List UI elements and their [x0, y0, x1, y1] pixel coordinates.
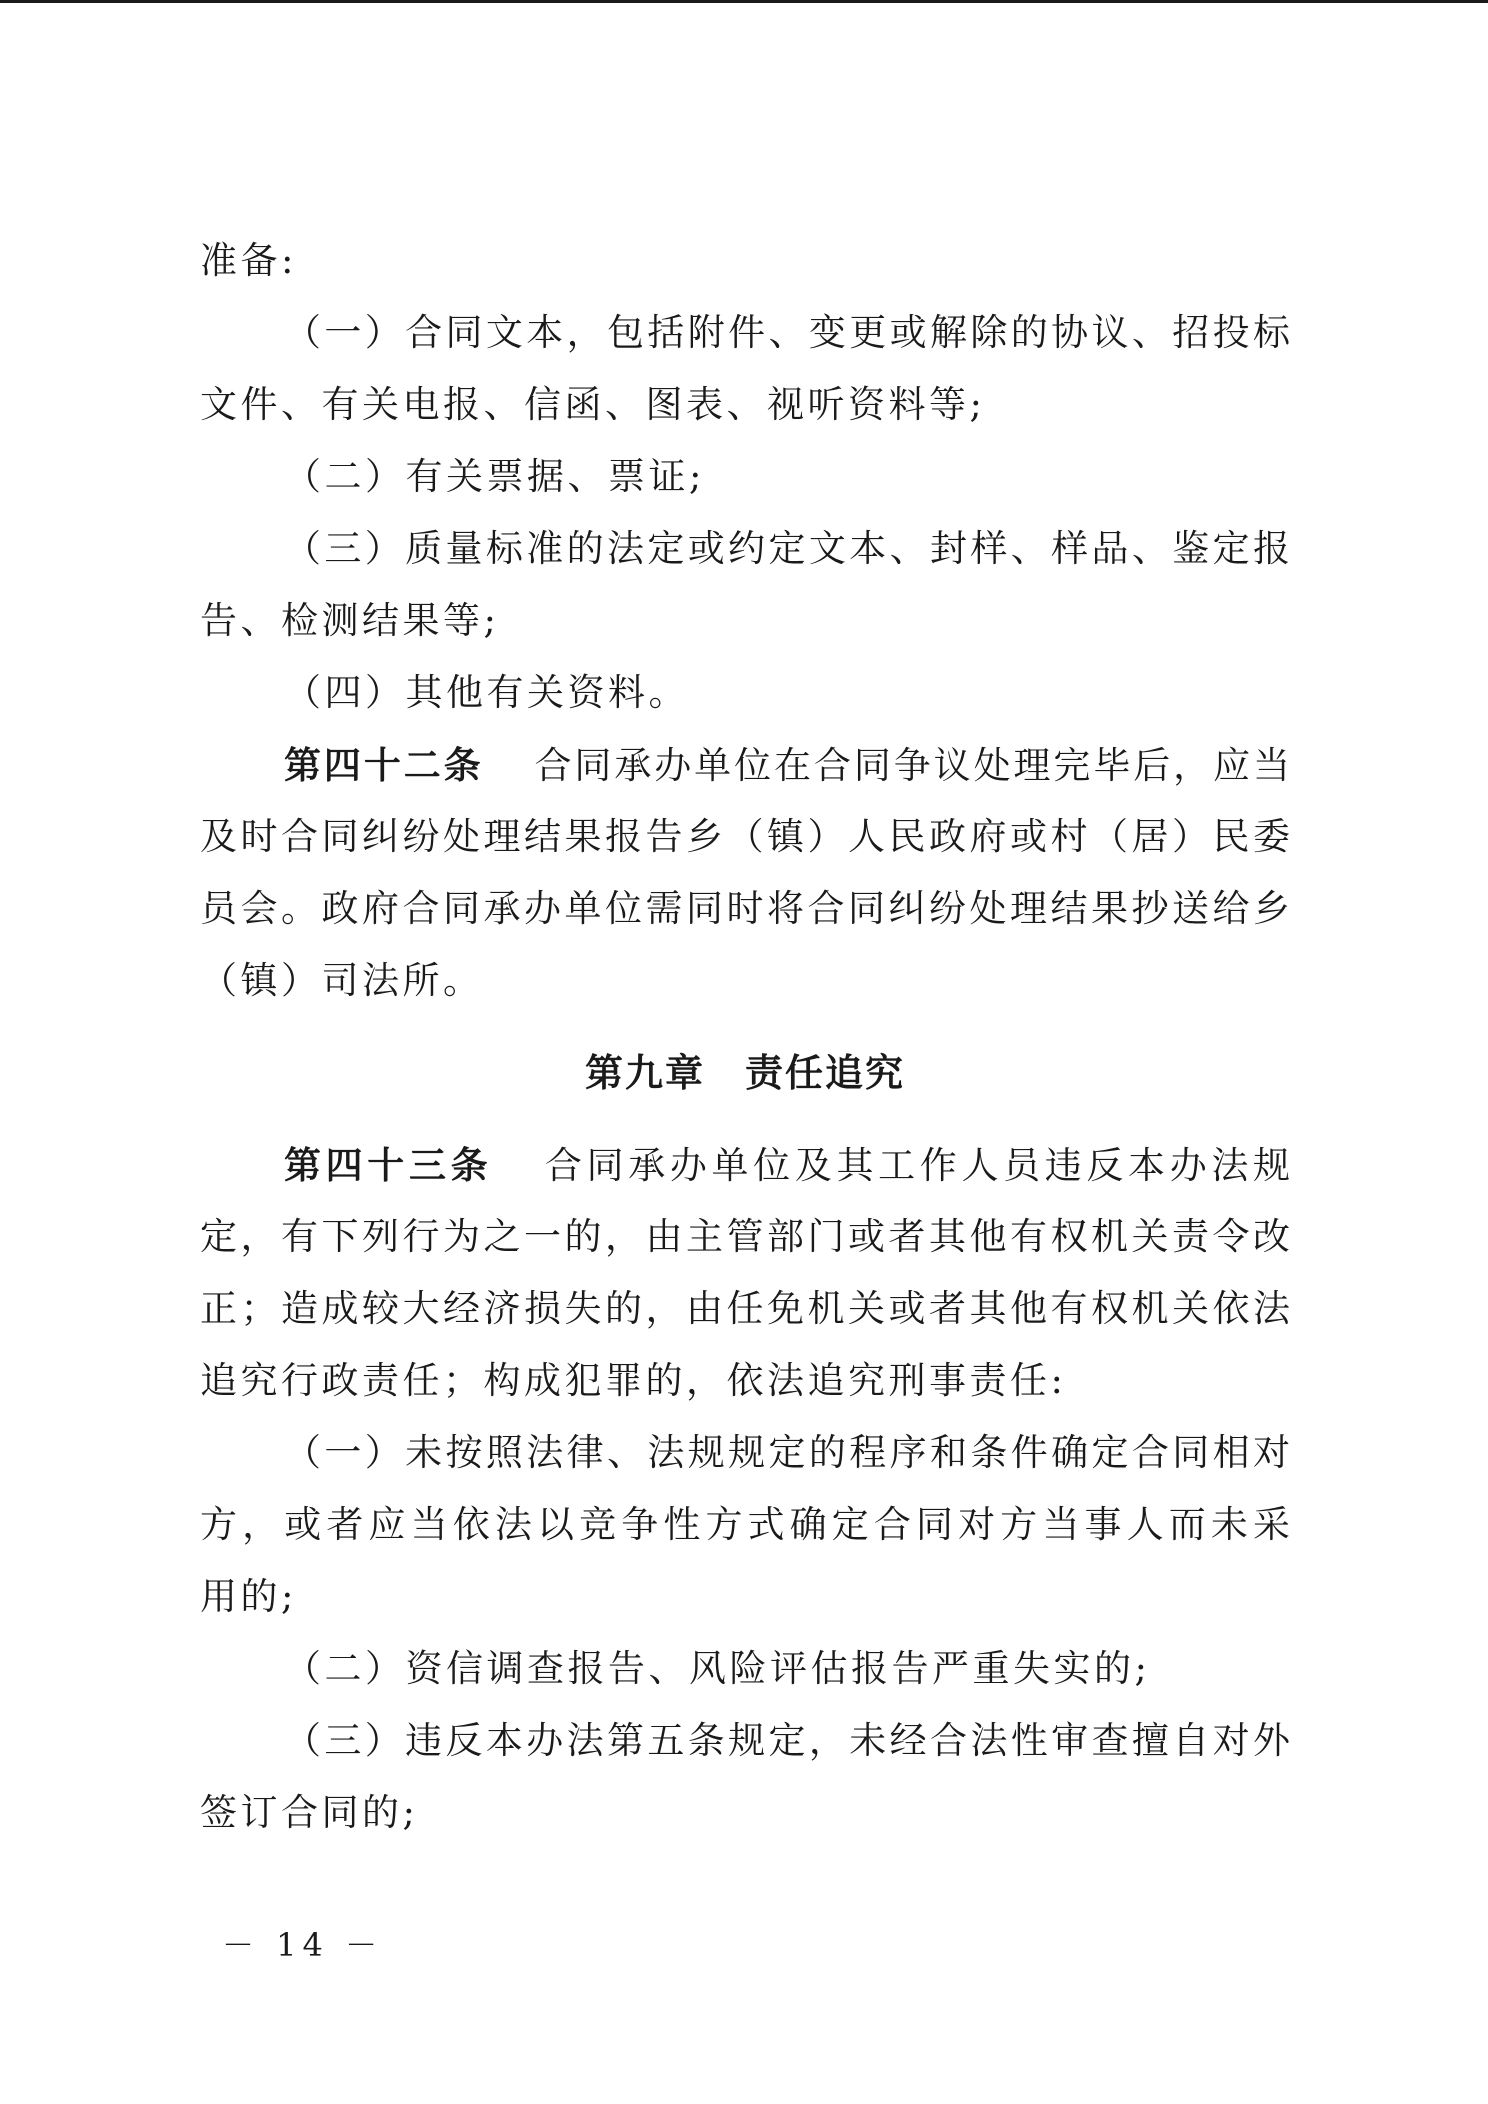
paragraph-line: 文件、有关电报、信函、图表、视听资料等; — [200, 383, 986, 426]
list-item-line: （三）违反本办法第五条规定，未经合法性审查擅自对外 — [284, 1719, 1290, 1762]
paragraph-line: 告、检测结果等; — [200, 599, 500, 642]
paragraph-line: （镇）司法所。 — [200, 959, 484, 1002]
article-42-label: 第四十二条 — [284, 743, 484, 787]
paragraph-line: 签订合同的; — [200, 1791, 419, 1834]
document-body — [200, 225, 1290, 1849]
paragraph-line: 用的; — [200, 1575, 297, 1618]
chapter-number: 第九章 — [584, 1050, 705, 1095]
list-item-line: （一）合同文本，包括附件、变更或解除的协议、招投标 — [284, 311, 1290, 354]
page-number: － 14 － — [222, 1926, 384, 1964]
list-item-line: （二）资信调查报告、风险评估报告严重失实的; — [284, 1647, 1151, 1690]
list-item-line: （三）质量标准的法定或约定文本、封样、样品、鉴定报 — [284, 527, 1290, 570]
article-43-text: 合同承办单位及其工作人员违反本办法规 — [540, 1144, 1291, 1187]
paragraph-line: 定，有下列行为之一的，由主管部门或者其他有权机关责令改 — [200, 1215, 1290, 1258]
article-43-label: 第四十三条 — [284, 1143, 493, 1187]
chapter-heading — [200, 1037, 1290, 1109]
paragraph-line: 员会。政府合同承办单位需同时将合同纠纷处理结果抄送给乡 — [200, 887, 1290, 930]
article-42-text: 合同承办单位在合同争议处理完毕后，应当 — [531, 744, 1291, 787]
paragraph-line: 及时合同纠纷处理结果报告乡（镇）人民政府或村（居）民委 — [200, 815, 1290, 858]
article-42-first-line — [200, 729, 1290, 801]
chapter-title: 责任追究 — [745, 1050, 906, 1095]
list-item-line: （二）有关票据、票证; — [284, 455, 705, 498]
paragraph-line: 追究行政责任；构成犯罪的，依法追究刑事责任: — [200, 1359, 1067, 1402]
paragraph-line: 方，或者应当依法以竞争性方式确定合同对方当事人而未采 — [200, 1503, 1290, 1546]
list-item-line: （四）其他有关资料。 — [284, 671, 689, 714]
list-item-line: （一）未按照法律、法规规定的程序和条件确定合同相对 — [284, 1431, 1290, 1474]
paragraph-line: 正；造成较大经济损失的，由任免机关或者其他有权机关依法 — [200, 1287, 1290, 1330]
article-43-first-line — [200, 1129, 1290, 1201]
top-border-rule — [0, 0, 1488, 3]
paragraph-line: 准备: — [200, 239, 297, 282]
